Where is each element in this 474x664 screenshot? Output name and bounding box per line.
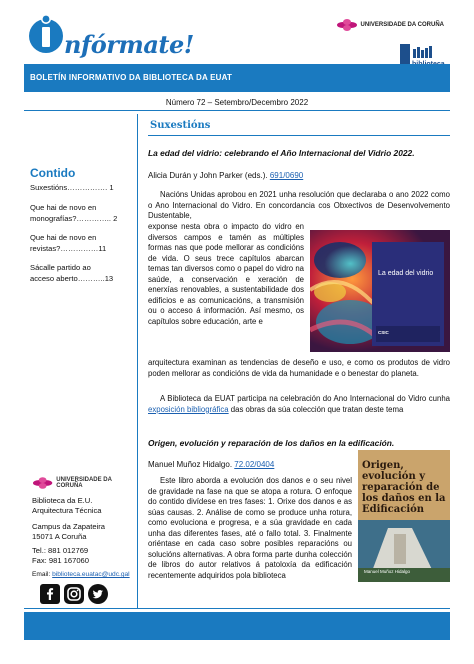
library-contact (32, 546, 89, 566)
article1-paragraph-1: Nacións Unidas aprobou en 2021 unha resolución que declaraba o ano 2022 como o Ano Internacional do Vidro. En concordancia cos Obxectivos de Desenvolvemento Dustentable, (148, 190, 450, 220)
toc-item-suxestions[interactable] (30, 182, 138, 193)
article1-paragraph-1-end: arquitectura examinan as tendencias de deseño e uso, e como os produtos de vidro poden mellorar as condicións de vida da humanidade e o benestar do planeta. (148, 358, 450, 378)
bulletin-title: BOLETÍN INFORMATIVO DA BIBLIOTECA DA EUAT (30, 73, 233, 82)
book-cover-la-edad-del-vidrio[interactable] (310, 230, 450, 352)
cover2-author: Manuel Muñoz Hidalgo (364, 569, 411, 574)
article1-paragraph-1-narrow: exponse nesta obra o impacto do vidro en diversos campos e tamén as múltiples formas nas que pode mellorar as condicións de vida. O seus trece capítulos abarcan temas tan diversos como o papel do vidro na saúde, a conservación e xeración de enerxías renovables, a sustentabilidade dos edificios e as comunicacións, a transmisión ou o acceso á información. Así mesmo, os capítulos sobre educación, arte e (148, 222, 304, 326)
library-name-line: Arquitectura Técnica (32, 506, 102, 515)
article1-title: La edad del vidrio: celebrando el Año Internacional del Vidrio 2022. (148, 148, 415, 158)
article2-authors (148, 460, 274, 469)
divider (24, 110, 450, 111)
toc-item-label: Que hai de novo en (30, 203, 97, 212)
phone-number: Tel.: 881 012769 (32, 546, 89, 555)
cover1-publisher-logo: CSIC (378, 330, 389, 335)
facebook-icon[interactable] (40, 584, 60, 604)
cover1-title: La edad del vidrio (378, 270, 434, 277)
library-name (32, 496, 102, 516)
article1-p2-text: A Biblioteca da EUAT participa na celebración do Ano Internacional do Vidro cunha (160, 394, 450, 403)
article1-authors (148, 171, 303, 180)
article2-paragraph: Este libro aborda a evolución dos danos e o seu nivel de gravidade na fase na que se atopa a rotura. O enfoque do contido divídese en tres fases: 1. Orixe dos danos e as súas causas. 2. Análise de como se produce unha rotura, como evoluciona e progresa, e a súa gravidade en cada unha das diferentes fases, até o fallo total. 3. Finalmente oriéntase en cada caso sobre posibles reparacións ou solucións alternativas. A obra forma parte dunha colección de libros do autor relativos á patoloxía da edificación recentemente adquiridos pola biblioteca (148, 476, 352, 580)
library-name-line: Biblioteca da E.U. (32, 496, 93, 505)
toc-title: Contido (30, 166, 76, 180)
sidebar-university-logo (32, 476, 137, 490)
section-title: Suxestións (148, 120, 450, 136)
email-label: Email: (32, 571, 51, 578)
social-links (40, 584, 108, 604)
issue-number: Número 72 – Setembro/Decembro 2022 (165, 98, 309, 107)
toc-item-label: acceso aberto………..13 (30, 274, 114, 283)
university-name: UNIVERSIDADE DA CORUÑA (56, 477, 112, 489)
toc-item-acceso-aberto[interactable] (30, 262, 138, 284)
article2-signature-link[interactable]: 72.02/0404 (234, 460, 275, 469)
toc-item-label: Que hai de novo en (30, 233, 97, 242)
university-flower-icon (336, 18, 358, 32)
address-line: 15071 A Coruña (32, 532, 87, 541)
article2-authors-text: Manuel Muñoz Hidalgo. (148, 460, 233, 469)
toc-item-label: Suxestións……………. 1 (30, 183, 114, 192)
toc-item-label: monografías?………….. 2 (30, 214, 118, 223)
email-line (32, 570, 130, 580)
sidebar (24, 114, 138, 608)
university-logo (336, 18, 444, 32)
title-band (24, 64, 450, 92)
toc-item-label: Sácalle partido ao (30, 263, 91, 272)
toc-item-label: revistas?……………11 (30, 244, 107, 253)
instagram-icon[interactable] (64, 584, 84, 604)
article1-p2-text: das obras da súa colección que tratan deste tema (228, 404, 404, 414)
cover2-title: Origen, evolución y reparación de los daños en la Edificación (362, 460, 446, 515)
article1-authors-text: Alicia Durán y John Parker (eds.). (148, 171, 268, 180)
exhibition-link[interactable]: exposición bibliográfica (148, 404, 229, 414)
article1-paragraph-2 (148, 394, 450, 415)
twitter-icon[interactable] (88, 584, 108, 604)
address-line: Campus da Zapateira (32, 522, 106, 531)
article1-signature-link[interactable]: 691/0690 (269, 171, 304, 180)
books-icon (412, 46, 438, 58)
book-cover-origen-evolucion[interactable] (358, 450, 450, 582)
university-flower-icon (32, 476, 53, 490)
fax-number: Fax: 981 167060 (32, 556, 89, 565)
informate-logo-icon (28, 10, 64, 56)
toc-item-monografias[interactable] (30, 202, 138, 224)
footer-band (24, 612, 450, 640)
logo-wordmark: nfórmate! (64, 30, 194, 59)
email-link[interactable]: biblioteca.euatac@udc.gal (52, 571, 130, 578)
university-name: UNIVERSIDADE DA CORUÑA (360, 22, 444, 28)
toc-item-revistas[interactable] (30, 232, 138, 254)
divider (24, 608, 450, 609)
article2-title: Origen, evolución y reparación de los daños en la edificación. (148, 438, 395, 448)
library-address (32, 522, 105, 542)
